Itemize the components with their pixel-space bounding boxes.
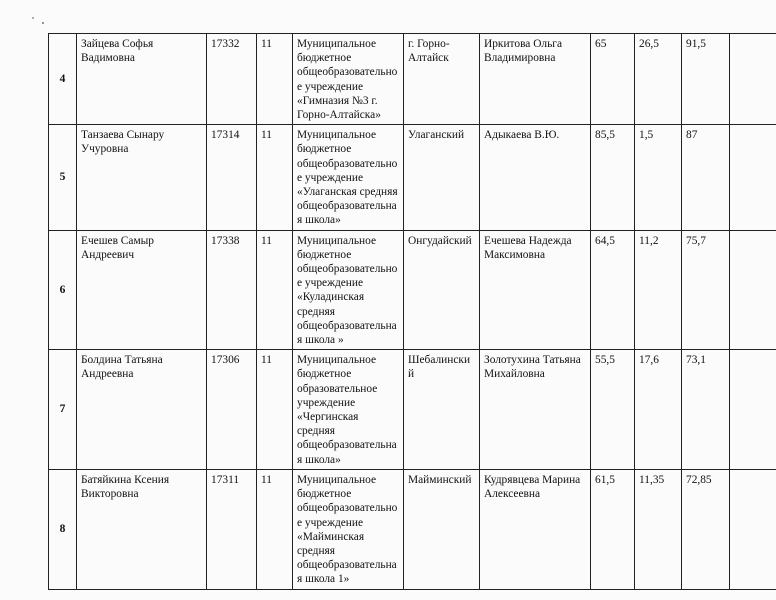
participant-code: 17311 [207, 469, 257, 589]
score-1: 61,5 [591, 469, 635, 589]
school: Муниципальное бюджетное общеобразовательное учреждение «Майминская средняя общеобразовательная школа 1» [293, 469, 404, 589]
teacher: Иркитова Ольга Владимировна [480, 34, 591, 125]
teacher: Ечешева Надежда Максимовна [480, 230, 591, 350]
grade: 11 [257, 469, 293, 589]
teacher: Золотухина Татьяна Михайловна [480, 350, 591, 470]
table-row [49, 469, 776, 589]
empty-cell [730, 34, 776, 125]
row-number: 7 [49, 350, 77, 470]
table-row [49, 230, 776, 350]
grade: 11 [257, 125, 293, 230]
school: Муниципальное бюджетное общеобразовательное учреждение «Улаганская средняя общеобразовательная школа» [293, 125, 404, 230]
school: Муниципальное бюджетное общеобразовательное учреждение «Куладинская средняя общеобразовательная школа » [293, 230, 404, 350]
scan-dot [42, 22, 44, 24]
scan-dot [32, 17, 34, 19]
table-row [49, 125, 776, 230]
participant-name: Ечешев Самыр Андреевич [77, 230, 207, 350]
district: Онгудайский [404, 230, 480, 350]
total-score: 72,85 [682, 469, 730, 589]
score-1: 64,5 [591, 230, 635, 350]
participant-name: Батяйкина Ксения Викторовна [77, 469, 207, 589]
participant-code: 17306 [207, 350, 257, 470]
total-score: 73,1 [682, 350, 730, 470]
empty-cell [730, 469, 776, 589]
score-2: 11,35 [635, 469, 682, 589]
row-number: 6 [49, 230, 77, 350]
district: Майминский [404, 469, 480, 589]
district: г. Горно-Алтайск [404, 34, 480, 125]
empty-cell [730, 125, 776, 230]
row-number: 5 [49, 125, 77, 230]
teacher: Адыкаева В.Ю. [480, 125, 591, 230]
district: Улаганский [404, 125, 480, 230]
school: Муниципальное бюджетное образовательное учреждение «Чергинская средняя общеобразовательная школа» [293, 350, 404, 470]
participant-name: Зайцева Софья Вадимовна [77, 34, 207, 125]
total-score: 75,7 [682, 230, 730, 350]
row-number: 4 [49, 34, 77, 125]
total-score: 91,5 [682, 34, 730, 125]
results-table [48, 33, 776, 590]
score-1: 85,5 [591, 125, 635, 230]
table-row [49, 34, 776, 125]
teacher: Кудрявцева Марина Алексеевна [480, 469, 591, 589]
score-2: 26,5 [635, 34, 682, 125]
score-1: 65 [591, 34, 635, 125]
empty-cell [730, 350, 776, 470]
score-2: 11,2 [635, 230, 682, 350]
participant-name: Болдина Татьяна Андреевна [77, 350, 207, 470]
district: Шебалинский [404, 350, 480, 470]
grade: 11 [257, 350, 293, 470]
table-row [49, 350, 776, 470]
school: Муниципальное бюджетное общеобразовательное учреждение «Гимназия №3 г. Горно-Алтайска» [293, 34, 404, 125]
grade: 11 [257, 34, 293, 125]
score-1: 55,5 [591, 350, 635, 470]
participant-name: Танзаева Сынару Учуровна [77, 125, 207, 230]
grade: 11 [257, 230, 293, 350]
score-2: 17,6 [635, 350, 682, 470]
participant-code: 17314 [207, 125, 257, 230]
empty-cell [730, 230, 776, 350]
score-2: 1,5 [635, 125, 682, 230]
total-score: 87 [682, 125, 730, 230]
participant-code: 17332 [207, 34, 257, 125]
row-number: 8 [49, 469, 77, 589]
participant-code: 17338 [207, 230, 257, 350]
